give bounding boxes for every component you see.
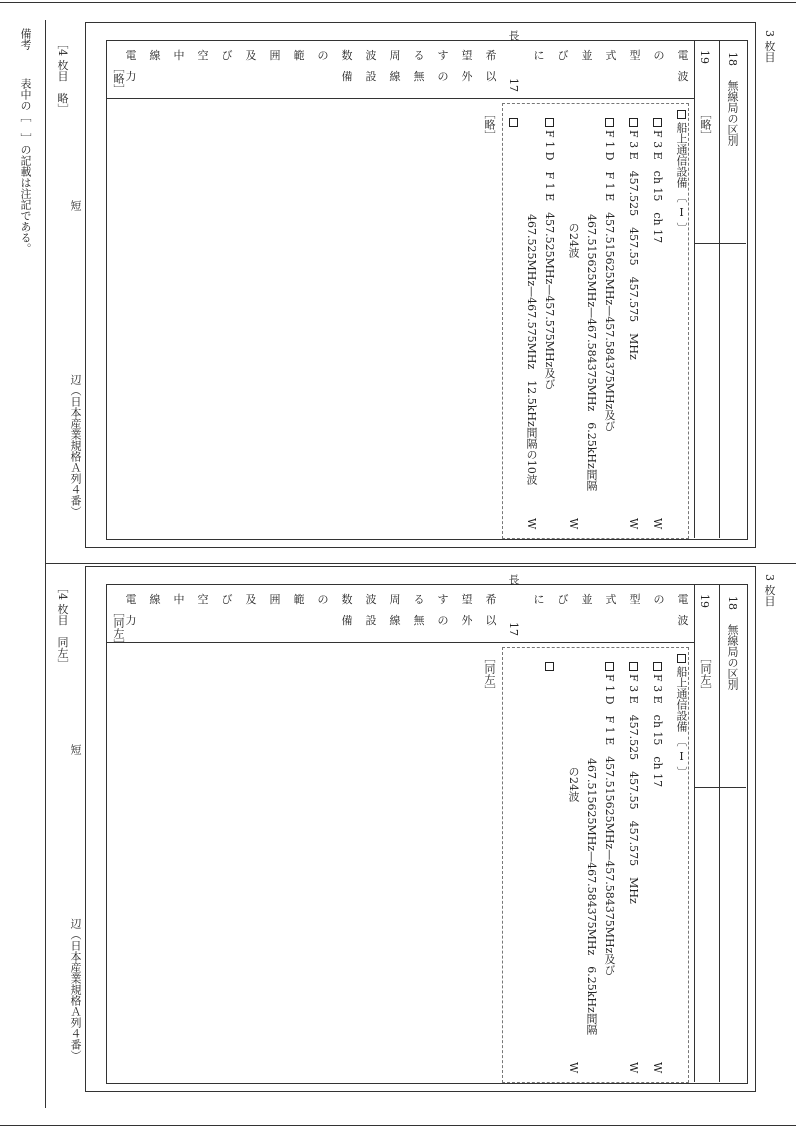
field19-label-col-8: 希 以: [485, 593, 497, 627]
panel-separator: [45, 563, 796, 564]
remarks-divider: [45, 20, 46, 1108]
content-line2: F 3 E 457.525 457.55 457.575 MHz: [627, 674, 640, 904]
field19-label-col-10: す の: [437, 593, 449, 627]
page-top-rule: [0, 2, 796, 3]
field19-label-col-20: 空: [197, 593, 209, 606]
field19-label-col-9: 望 外: [461, 49, 473, 83]
col-divider-18: [719, 40, 720, 538]
checkbox-other[interactable]: [509, 118, 518, 127]
field19-label-col-9: 望 外: [461, 593, 473, 627]
field19-label-col-3: 型: [629, 593, 641, 606]
field19-label-col-10: す の: [437, 49, 449, 83]
content-line2: F 3 E 457.525 457.55 457.575 MHz: [627, 130, 640, 360]
page4-note: ［4 枚目 略］: [56, 38, 69, 115]
field17-top: 長: [507, 30, 520, 41]
bracket-doujou-1: ［同左］: [699, 652, 712, 696]
field18-number: 18: [726, 52, 739, 66]
field17-number: 17: [507, 78, 520, 92]
checkbox-line3[interactable]: [605, 118, 614, 127]
checkbox-line3[interactable]: [605, 662, 614, 671]
watt-line2: W: [627, 518, 640, 530]
field19-label-col-2: の: [653, 593, 665, 606]
bracket-ryaku-1: ［略］: [699, 108, 712, 141]
content-line1: F 3 E ch 15 ch 17: [651, 674, 664, 788]
field19-number: 19: [698, 594, 711, 608]
field17-number: 17: [507, 622, 520, 636]
watt-line1: W: [651, 518, 664, 530]
checkbox-line4[interactable]: [545, 118, 554, 127]
bracket-doujou-left: ［同左］: [112, 606, 125, 650]
field19-label-col-12: 周 線: [389, 593, 401, 627]
field19-label-col-13: 波 設: [365, 593, 377, 627]
field19-label-col-6: び: [557, 593, 569, 606]
checkbox-shipboard[interactable]: [677, 110, 686, 119]
checkbox-line2[interactable]: [629, 118, 638, 127]
content-line3b: 467.515625MHz—467.584375MHz 6.25kHz間隔: [585, 758, 598, 1035]
field19-label-col-15: の: [317, 49, 329, 62]
field19-label-col-21: 中: [173, 593, 185, 606]
remarks-label: 備考: [19, 28, 32, 50]
remarks-text: 表中の［ ］の記載は注記である。: [19, 78, 32, 254]
field19-label-col-14: 数 備: [341, 593, 353, 627]
page-label: 3 枚目: [763, 574, 776, 607]
field19-label-col-11: る 無: [413, 49, 425, 83]
field19-label-col-12: 周 線: [389, 49, 401, 83]
field19-label-col-18: 及: [245, 593, 257, 606]
field19-label-col-15: の: [317, 593, 329, 606]
checkbox-other[interactable]: [545, 662, 554, 671]
field19-label-col-1: 電 波: [677, 49, 689, 83]
col-divider-19: [694, 584, 695, 1082]
content-line4b: 467.525MHz—467.575MHz 12.5kHz間隔の10波: [525, 214, 538, 485]
field19-label-col-22: 線: [149, 49, 161, 62]
watt-line3: W: [567, 1062, 580, 1074]
checkbox-line2[interactable]: [629, 662, 638, 671]
label-column-divider: [106, 98, 694, 99]
checkbox-shipboard[interactable]: [677, 654, 686, 663]
field19-label-col-23: 電 力: [125, 49, 137, 83]
field19-label-col-4: 式: [605, 49, 617, 62]
field19-label-col-20: 空: [197, 49, 209, 62]
field19-label-col-1: 電 波: [677, 593, 689, 627]
field19-label-col-14: 数 備: [341, 49, 353, 83]
content-line3c: の24波: [567, 222, 580, 258]
checkbox-line1[interactable]: [653, 662, 662, 671]
col-divider-18: [719, 584, 720, 1082]
field19-label-col-17: 囲: [269, 49, 281, 62]
field19-label-col-4: 式: [605, 593, 617, 606]
col-divider-19: [694, 40, 695, 538]
watt-line2: W: [627, 1062, 640, 1074]
label-column-divider: [106, 642, 694, 643]
field19-label-col-5: 並: [581, 593, 593, 606]
field18-number: 18: [726, 596, 739, 610]
field18-divider: [694, 787, 746, 788]
bracket-doujou-2: ［同左］: [483, 652, 496, 696]
watt-line3: W: [567, 518, 580, 530]
field19-label-col-3: 型: [629, 49, 641, 62]
shipboard-header: 船上通信設備 〔 Ⅰ 〕: [675, 122, 688, 234]
content-line3a: F 1 D F 1 E 457.515625MHz—457.584375MHz及び: [603, 130, 616, 432]
field19-label-col-13: 波 設: [365, 49, 377, 83]
bottom-label-short: 短: [69, 200, 82, 211]
field19-label-col-17: 囲: [269, 593, 281, 606]
field18-label: 無線局の区別: [726, 624, 739, 690]
field18-label: 無線局の区別: [726, 80, 739, 146]
content-line3c: の24波: [567, 766, 580, 802]
content-line1: F 3 E ch 15 ch 17: [651, 130, 664, 244]
field19-label-col-7: に: [533, 593, 545, 606]
content-line3b: 467.515625MHz—467.584375MHz 6.25kHz間隔: [585, 214, 598, 491]
field19-label-col-8: 希 以: [485, 49, 497, 83]
content-line4a: F 1 D F 1 E 457.525MHz—457.575MHz及び: [543, 130, 556, 390]
field18-divider: [694, 243, 746, 244]
field19-label-col-7: に: [533, 49, 545, 62]
page-bottom-rule: [0, 1125, 796, 1126]
shipboard-header: 船上通信設備 〔 Ⅰ 〕: [675, 666, 688, 778]
field19-label-col-19: び: [221, 593, 233, 606]
bracket-ryaku-2: ［略］: [483, 108, 496, 141]
field17-top: 長: [507, 574, 520, 585]
field19-label-col-16: 範: [293, 593, 305, 606]
field19-label-col-22: 線: [149, 593, 161, 606]
content-line3a: F 1 D F 1 E 457.515625MHz—457.584375MHz及び: [603, 674, 616, 976]
field19-label-col-6: び: [557, 49, 569, 62]
bottom-label-side: 辺（日本産業規格Ａ列４番）: [69, 918, 82, 1061]
field19-label-col-21: 中: [173, 49, 185, 62]
bracket-ryaku-left: ［略］: [112, 62, 125, 95]
field19-label-col-23: 電 力: [125, 593, 137, 627]
field19-label-col-2: の: [653, 49, 665, 62]
field19-label-col-18: 及: [245, 49, 257, 62]
checkbox-line1[interactable]: [653, 118, 662, 127]
watt-line4: W: [525, 518, 538, 530]
field19-label-col-19: び: [221, 49, 233, 62]
bottom-label-side: 辺（日本産業規格Ａ列４番）: [69, 374, 82, 517]
watt-line1: W: [651, 1062, 664, 1074]
page4-note: ［4 枚目 同左］: [56, 582, 69, 670]
page-label: 3 枚目: [763, 30, 776, 63]
field19-label-col-11: る 無: [413, 593, 425, 627]
field19-label-col-16: 範: [293, 49, 305, 62]
field19-number: 19: [698, 50, 711, 64]
field19-label-col-5: 並: [581, 49, 593, 62]
bottom-label-short: 短: [69, 744, 82, 755]
